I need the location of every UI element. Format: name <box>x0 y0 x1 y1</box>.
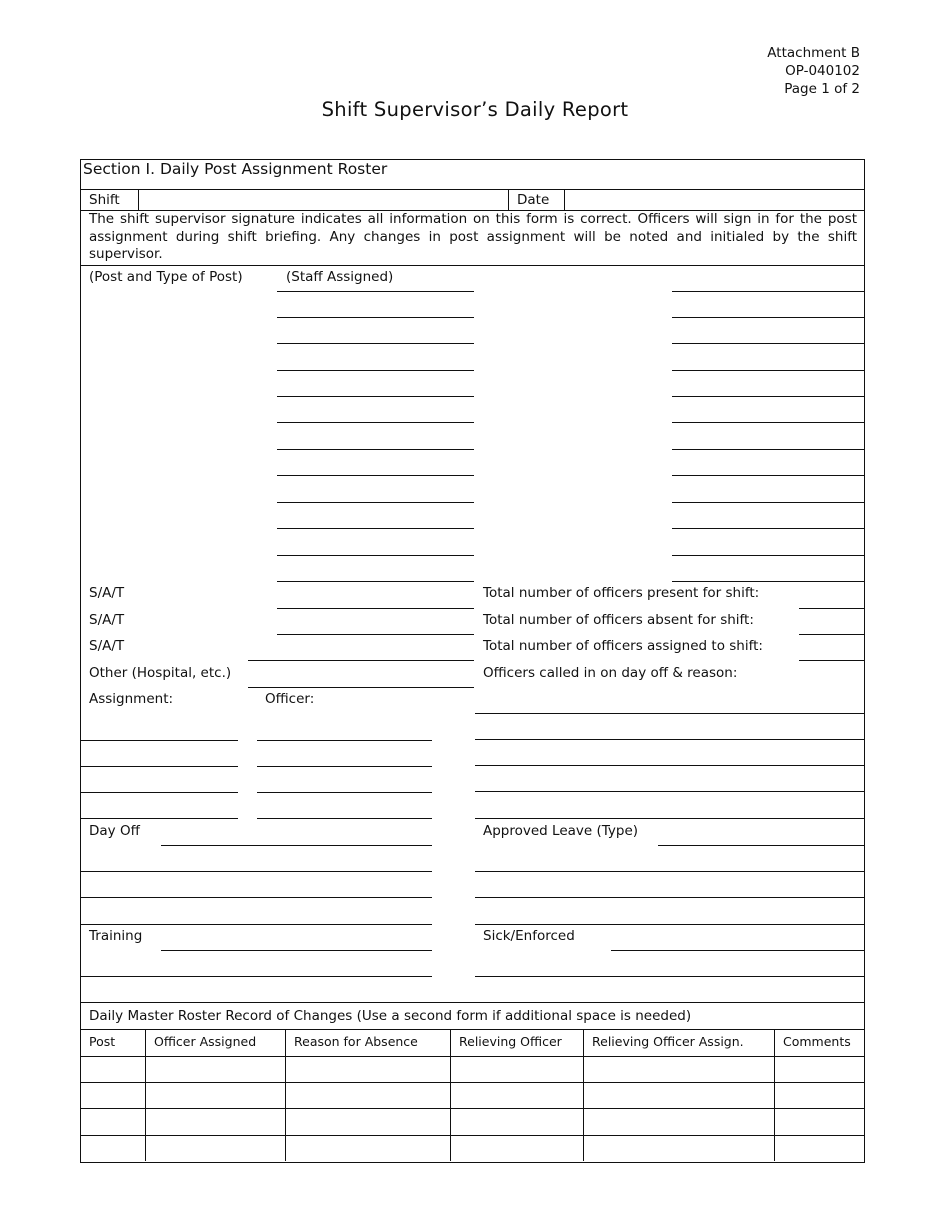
sat-label: S/A/T <box>89 612 125 628</box>
table-cell[interactable] <box>451 1136 583 1161</box>
page-title: Shift Supervisor’s Daily Report <box>321 98 629 121</box>
staff-line[interactable] <box>277 608 474 609</box>
instructions-text: The shift supervisor signature indicates all information on this form is correct. Officers will sign in for the post assignment during shift briefing. Any changes in post assignment will be noted and initialed by the shift supervisor. <box>89 211 857 262</box>
sat-label: S/A/T <box>89 585 125 601</box>
staff-line[interactable] <box>672 396 865 397</box>
staff-line[interactable] <box>277 343 474 344</box>
table-cell[interactable] <box>286 1057 450 1082</box>
day-off-label: Day Off <box>89 823 140 839</box>
called-in-line[interactable] <box>475 739 865 740</box>
other-line[interactable] <box>248 660 474 661</box>
day-off-line[interactable] <box>80 871 432 872</box>
table-cell[interactable] <box>146 1083 285 1108</box>
assignment-line[interactable] <box>80 792 238 793</box>
officer-line[interactable] <box>257 740 432 741</box>
shift-label: Shift <box>89 192 120 208</box>
staff-line[interactable] <box>672 291 865 292</box>
called-in-line[interactable] <box>475 713 865 714</box>
staff-line[interactable] <box>277 291 474 292</box>
total-absent-label: Total number of officers absent for shift: <box>483 612 754 628</box>
staff-line[interactable] <box>672 581 865 582</box>
other-hospital-label: Other (Hospital, etc.) <box>89 665 232 681</box>
staff-line[interactable] <box>277 422 474 423</box>
sick-enforced-label: Sick/Enforced <box>483 928 575 944</box>
table-cell[interactable] <box>286 1109 450 1135</box>
staff-line[interactable] <box>277 370 474 371</box>
approved-leave-line[interactable] <box>475 871 865 872</box>
called-in-label: Officers called in on day off & reason: <box>483 665 738 681</box>
divider <box>80 265 865 266</box>
table-cell[interactable] <box>81 1109 145 1135</box>
staff-line[interactable] <box>277 528 474 529</box>
total-present-field[interactable] <box>799 608 865 609</box>
divider <box>80 1002 865 1003</box>
divider <box>80 1029 865 1030</box>
table-cell[interactable] <box>286 1083 450 1108</box>
approved-leave-line[interactable] <box>475 924 865 925</box>
staff-line[interactable] <box>672 475 865 476</box>
staff-line[interactable] <box>672 449 865 450</box>
divider <box>508 189 509 210</box>
column-header-comments: Comments <box>783 1034 851 1049</box>
table-cell[interactable] <box>775 1083 863 1108</box>
approved-leave-line[interactable] <box>658 845 865 846</box>
table-cell[interactable] <box>286 1136 450 1161</box>
called-in-line[interactable] <box>475 791 865 792</box>
page-number: Page 1 of 2 <box>784 81 860 97</box>
date-field[interactable] <box>565 190 863 210</box>
table-cell[interactable] <box>775 1057 863 1082</box>
day-off-line[interactable] <box>161 845 432 846</box>
staff-line[interactable] <box>672 422 865 423</box>
changes-heading: Daily Master Roster Record of Changes (Use a second form if additional space is needed) <box>89 1008 692 1024</box>
staff-line[interactable] <box>277 555 474 556</box>
shift-field[interactable] <box>139 190 508 210</box>
total-present-label: Total number of officers present for shift: <box>483 585 760 601</box>
officer-line[interactable] <box>257 766 432 767</box>
assignment-line[interactable] <box>80 740 238 741</box>
total-absent-field[interactable] <box>799 634 865 635</box>
training-line[interactable] <box>161 950 432 951</box>
sick-enforced-line[interactable] <box>475 976 865 977</box>
post-type-label: (Post and Type of Post) <box>89 269 243 285</box>
assignment-label: Assignment: <box>89 691 174 707</box>
staff-line[interactable] <box>277 396 474 397</box>
table-cell[interactable] <box>584 1109 774 1135</box>
table-cell[interactable] <box>451 1083 583 1108</box>
table-cell[interactable] <box>584 1057 774 1082</box>
staff-line[interactable] <box>277 475 474 476</box>
table-cell[interactable] <box>81 1057 145 1082</box>
column-header-officer-assigned: Officer Assigned <box>154 1034 257 1049</box>
date-label: Date <box>517 192 550 208</box>
assignment-line[interactable] <box>80 766 238 767</box>
staff-line[interactable] <box>672 343 865 344</box>
attachment-label: Attachment B <box>767 45 860 61</box>
total-assigned-field[interactable] <box>799 660 865 661</box>
column-header-relieving-assign: Relieving Officer Assign. <box>592 1034 744 1049</box>
section-heading: Section I. Daily Post Assignment Roster <box>83 160 388 178</box>
officer-line[interactable] <box>257 818 432 819</box>
staff-line[interactable] <box>672 528 865 529</box>
table-cell[interactable] <box>81 1083 145 1108</box>
table-cell[interactable] <box>584 1083 774 1108</box>
staff-line[interactable] <box>672 317 865 318</box>
approved-leave-label: Approved Leave (Type) <box>483 823 639 839</box>
officer-line[interactable] <box>257 792 432 793</box>
staff-assigned-label: (Staff Assigned) <box>286 269 394 285</box>
sat-label: S/A/T <box>89 638 125 654</box>
staff-line[interactable] <box>672 555 865 556</box>
table-cell[interactable] <box>775 1136 863 1161</box>
table-cell[interactable] <box>584 1136 774 1161</box>
staff-line[interactable] <box>277 502 474 503</box>
table-cell[interactable] <box>146 1136 285 1161</box>
other-line[interactable] <box>248 687 474 688</box>
column-header-relieving-officer: Relieving Officer <box>459 1034 562 1049</box>
total-assigned-label: Total number of officers assigned to shift: <box>483 638 763 654</box>
training-line[interactable] <box>80 976 432 977</box>
approved-leave-line[interactable] <box>475 897 865 898</box>
document-number: OP-040102 <box>785 63 860 79</box>
column-header-reason: Reason for Absence <box>294 1034 418 1049</box>
staff-line[interactable] <box>277 449 474 450</box>
called-in-line[interactable] <box>475 818 865 819</box>
staff-line[interactable] <box>672 370 865 371</box>
called-in-line[interactable] <box>475 765 865 766</box>
day-off-line[interactable] <box>80 897 432 898</box>
table-cell[interactable] <box>146 1057 285 1082</box>
assignment-line[interactable] <box>80 818 238 819</box>
staff-line[interactable] <box>277 317 474 318</box>
sick-enforced-line[interactable] <box>611 950 865 951</box>
staff-line[interactable] <box>277 581 474 582</box>
training-label: Training <box>89 928 143 944</box>
column-header-post: Post <box>89 1034 116 1049</box>
table-cell[interactable] <box>451 1057 583 1082</box>
officer-label: Officer: <box>265 691 315 707</box>
table-cell[interactable] <box>146 1109 285 1135</box>
table-cell[interactable] <box>451 1109 583 1135</box>
day-off-line[interactable] <box>80 924 432 925</box>
staff-line[interactable] <box>672 502 865 503</box>
table-cell[interactable] <box>81 1136 145 1161</box>
staff-line[interactable] <box>277 634 474 635</box>
table-cell[interactable] <box>775 1109 863 1135</box>
